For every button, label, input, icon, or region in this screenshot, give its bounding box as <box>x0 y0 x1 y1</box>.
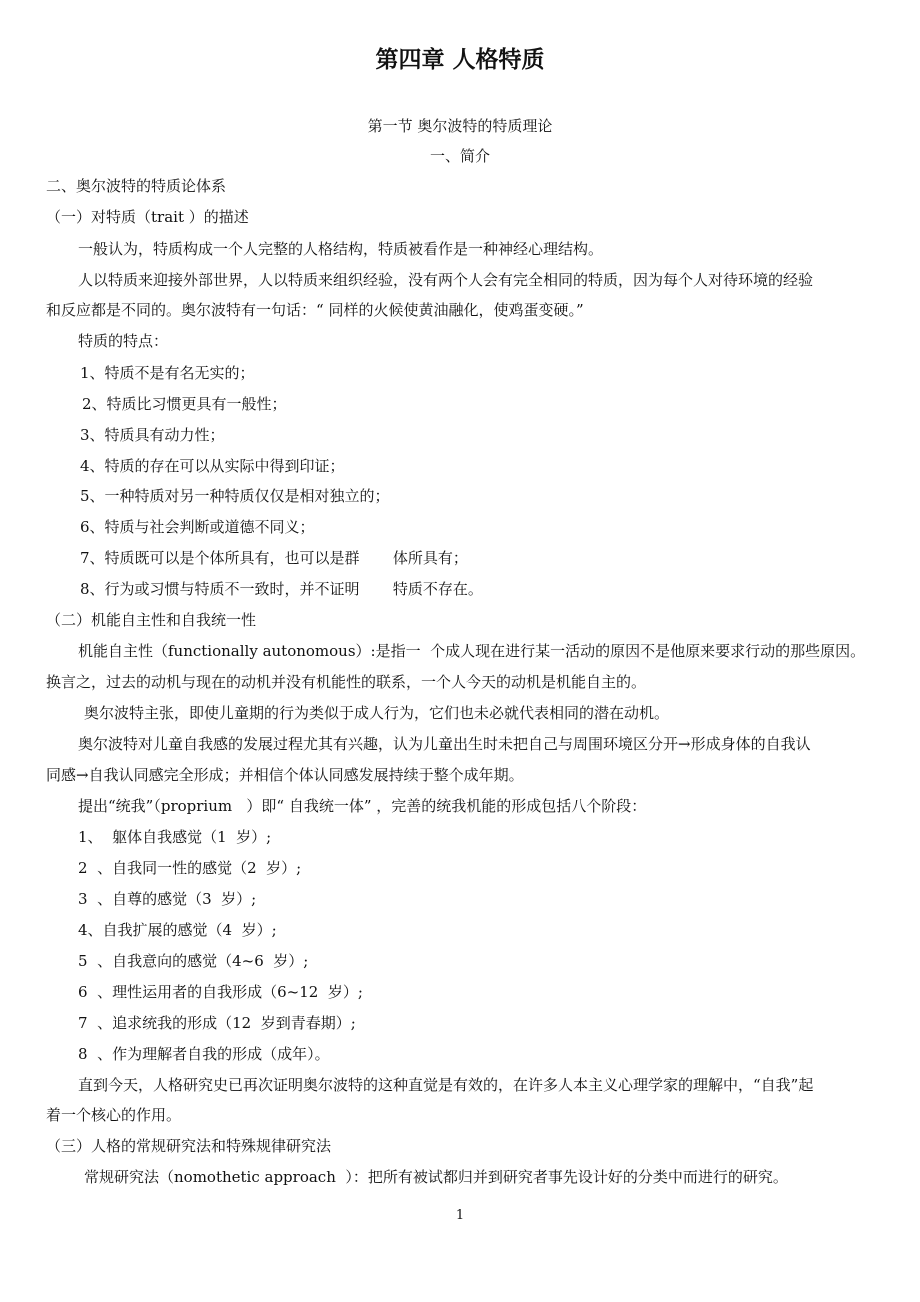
paragraph: 提出“统我”（proprium ）即“ 自我统一体” ，完善的统我机能的形成包括八个阶段： <box>78 797 647 815</box>
list-item: 6、特质与社会判断或道德不同义； <box>80 518 315 536</box>
list-item: 7、特质既可以是个体所具有，也可以是群 体所具有； <box>80 549 468 567</box>
list-item: 4、特质的存在可以从实际中得到印证； <box>80 457 345 475</box>
list-item: 8、行为或习惯与特质不一致时，并不证明 特质不存在。 <box>80 580 483 598</box>
paragraph: 直到今天，人格研究史已再次证明奥尔波特的这种直觉是有效的，在许多人本主义心理学家的理解中，“自我”起 <box>78 1076 814 1094</box>
paragraph: 一般认为，特质构成一个人完整的人格结构，特质被看作是一种神经心理结构。 <box>78 240 604 258</box>
chapter-title: 第四章 人格特质 <box>375 47 545 73</box>
paragraph: 奥尔波特主张，即使儿童期的行为类似于成人行为，它们也未必就代表相同的潜在动机。 <box>84 704 670 722</box>
paragraph: 常规研究法（nomothetic approach ）：把所有被试都归并到研究者事先设计好的分类中而进行的研究。 <box>84 1168 788 1186</box>
paragraph-continuation: 和反应都是不同的。奥尔波特有一句话：“ 同样的火候使黄油融化，使鸡蛋变硬。” <box>46 301 584 319</box>
traits-intro: 特质的特点： <box>78 332 169 350</box>
paragraph-continuation: 着一个核心的作用。 <box>46 1106 182 1124</box>
stage-item: 7 、追求统我的形成（12 岁到青春期）; <box>78 1014 356 1032</box>
list-item: 5、一种特质对另一种特质仅仅是相对独立的； <box>80 487 390 505</box>
section-title: 第一节 奥尔波特的特质理论 <box>367 117 553 135</box>
stage-item: 1、 躯体自我感觉（1 岁）; <box>78 828 272 846</box>
subsection-intro: 一、简介 <box>429 147 490 165</box>
list-item: 1、特质不是有名无实的； <box>80 364 255 382</box>
paragraph-continuation: 同感→自我认同感完全形成；并相信个体认同感发展持续于整个成年期。 <box>46 766 524 784</box>
stage-item: 8 、作为理解者自我的形成（成年）。 <box>78 1045 330 1063</box>
paragraph-continuation: 换言之，过去的动机与现在的动机并没有机能性的联系，一个人今天的动机是机能自主的。 <box>46 673 647 691</box>
stage-item: 2 、自我同一性的感觉（2 岁）; <box>78 859 302 877</box>
heading-methods: （三）人格的常规研究法和特殊规律研究法 <box>46 1137 332 1155</box>
stage-item: 5 、自我意向的感觉（4~6 岁）; <box>78 952 309 970</box>
list-item: 2、特质比习惯更具有一般性； <box>82 395 287 413</box>
paragraph: 机能自主性（functionally autonomous）:是指一 个成人现在进行某一活动的原因不是他原来要求行动的那些原因。 <box>78 642 866 660</box>
stage-item: 4、自我扩展的感觉（4 岁）; <box>78 921 277 939</box>
list-item: 3、特质具有动力性； <box>80 426 225 444</box>
stage-item: 6 、理性运用者的自我形成（6~12 岁）; <box>78 983 363 1001</box>
paragraph: 奥尔波特对儿童自我感的发展过程尤其有兴趣，认为儿童出生时未把自己与周围环境区分开→形成身体的自我认 <box>78 735 811 753</box>
heading-system: 二、奥尔波特的特质论体系 <box>46 177 227 195</box>
paragraph: 人以特质来迎接外部世界，人以特质来组织经验，没有两个人会有完全相同的特质，因为每个人对待环境的经验 <box>78 271 814 289</box>
heading-autonomy: （二）机能自主性和自我统一性 <box>46 611 257 629</box>
stage-item: 3 、自尊的感觉（3 岁）; <box>78 890 257 908</box>
heading-trait-description: （一）对特质（trait ）的描述 <box>46 208 249 226</box>
page-number: 1 <box>455 1208 465 1223</box>
